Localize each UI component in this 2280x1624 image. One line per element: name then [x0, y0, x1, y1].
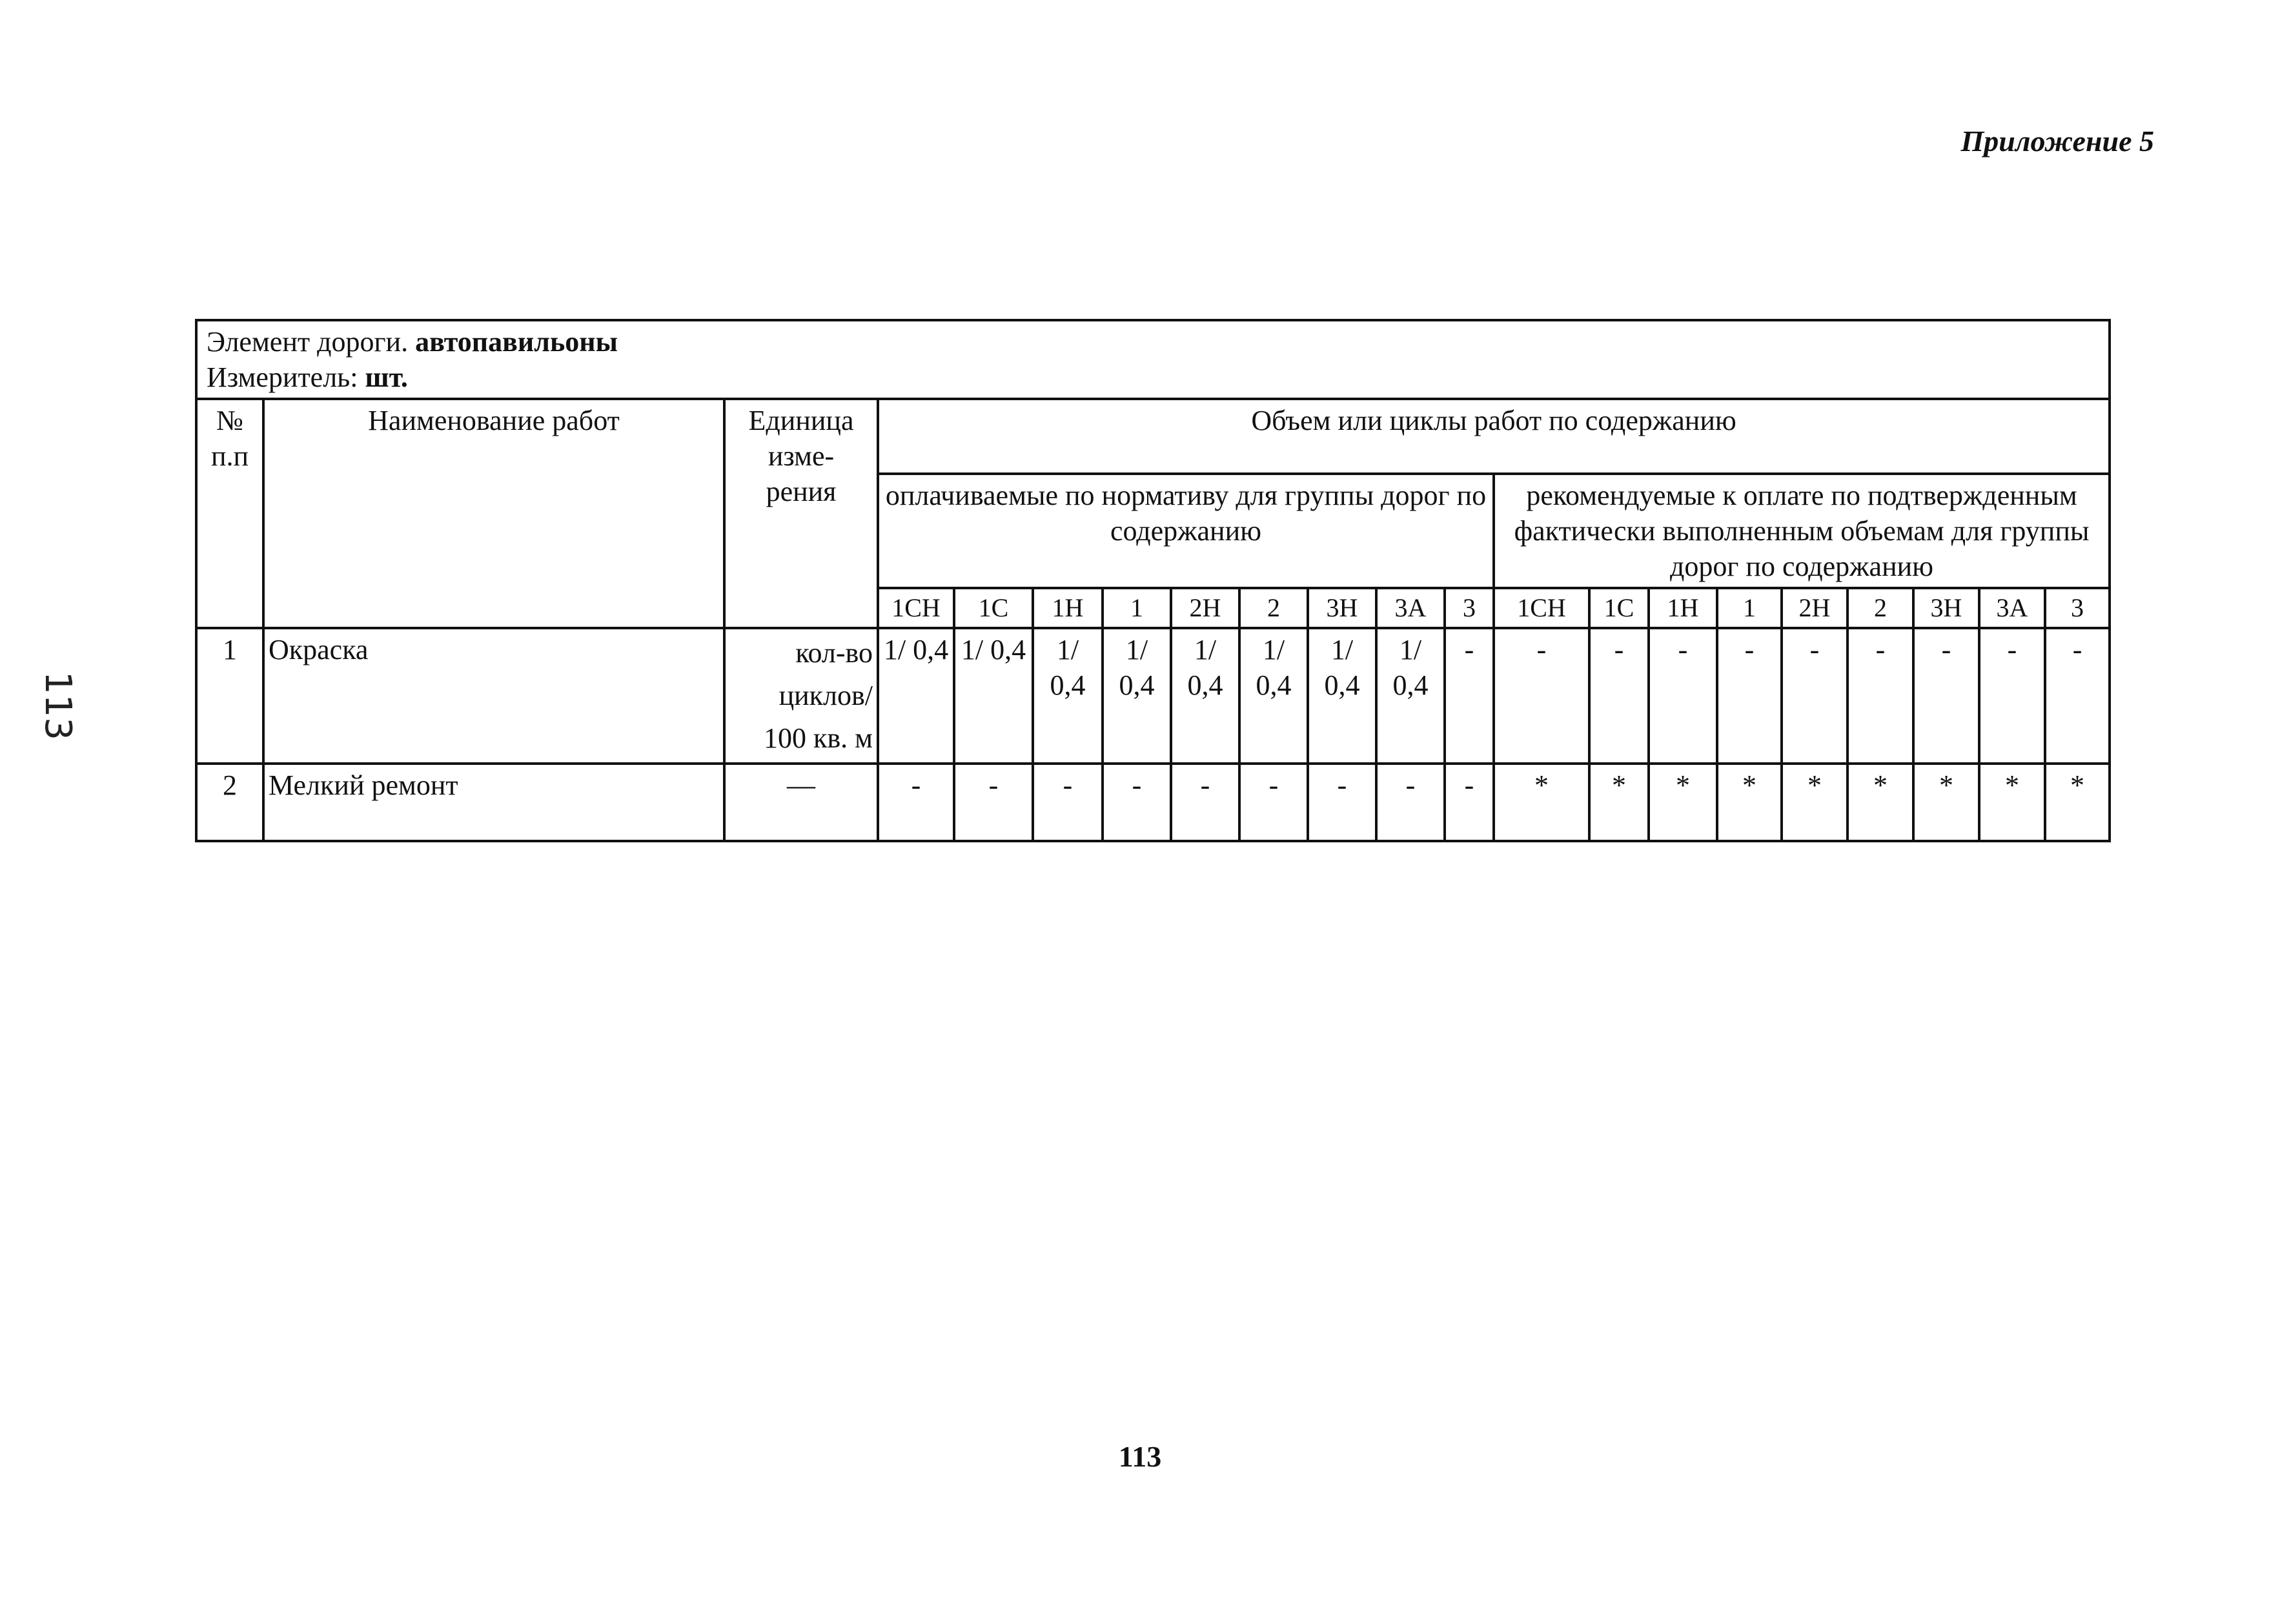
group-cell: 2Н — [1782, 588, 1847, 628]
value-cell: - — [1308, 764, 1376, 841]
value-cell: - — [1445, 628, 1494, 764]
element-label: Элемент дороги. — [207, 326, 409, 358]
value-cell: * — [1913, 764, 1979, 841]
value-cell: - — [1979, 628, 2045, 764]
value-cell: - — [1717, 628, 1782, 764]
value-cell: * — [1717, 764, 1782, 841]
value-cell: * — [1847, 764, 1913, 841]
group-cell: 1СН — [1494, 588, 1589, 628]
group-cell: 3Н — [1308, 588, 1376, 628]
group-cell: 3 — [1445, 588, 1494, 628]
value-cell: - — [1782, 628, 1847, 764]
group-cell: 1 — [1717, 588, 1782, 628]
col-volume-header: Объем или циклы работ по содержанию — [878, 399, 2110, 474]
works-table — [195, 319, 2111, 842]
col-num-header: № п.п — [196, 399, 263, 628]
group-cell: 1СН — [878, 588, 954, 628]
value-cell: - — [2045, 628, 2110, 764]
handwritten-page-note: 113 — [37, 671, 79, 740]
group-cell: 1Н — [1033, 588, 1103, 628]
group-cell: 1 — [1103, 588, 1171, 628]
value-cell: - — [1445, 764, 1494, 841]
col-name-header: Наименование работ — [263, 399, 724, 628]
group-cell: 3А — [1376, 588, 1445, 628]
value-cell: 1/ 0,4 — [1033, 628, 1103, 764]
value-cell: - — [1376, 764, 1445, 841]
value-cell: * — [1494, 764, 1589, 841]
col-paid-header: оплачиваемые по нормативу для группы дорог по содержанию — [878, 474, 1494, 588]
value-cell: - — [1171, 764, 1239, 841]
col-unit-header: Единица изме- рения — [724, 399, 878, 628]
row-num: 2 — [196, 764, 263, 841]
group-cell: 1С — [954, 588, 1033, 628]
appendix-label: Приложение 5 — [1960, 125, 2154, 157]
value-cell: * — [1782, 764, 1847, 841]
value-cell: 1/ 0,4 — [954, 628, 1033, 764]
row-num: 1 — [196, 628, 263, 764]
group-cell: 1С — [1589, 588, 1649, 628]
page-number: 113 — [1118, 1440, 1162, 1473]
value-cell: 1/ 0,4 — [1171, 628, 1239, 764]
element-value: автопавильоны — [415, 326, 618, 358]
group-cell: 3Н — [1913, 588, 1979, 628]
value-cell: 1/ 0,4 — [878, 628, 954, 764]
value-cell: 1/ 0,4 — [1103, 628, 1171, 764]
table-title-row — [196, 320, 2110, 399]
row-name: Окраска — [263, 628, 724, 764]
value-cell: - — [1103, 764, 1171, 841]
meter-value: шт. — [365, 361, 408, 393]
value-cell: * — [1589, 764, 1649, 841]
group-cell: 2Н — [1171, 588, 1239, 628]
meter-line — [207, 360, 2104, 395]
value-cell: - — [1494, 628, 1589, 764]
value-cell: - — [1239, 764, 1308, 841]
row-name: Мелкий ремонт — [263, 764, 724, 841]
value-cell: - — [1913, 628, 1979, 764]
value-cell: 1/ 0,4 — [1239, 628, 1308, 764]
row-unit: кол-во циклов/ 100 кв. м — [724, 628, 878, 764]
group-cell: 2 — [1847, 588, 1913, 628]
value-cell: - — [878, 764, 954, 841]
col-recommended-header: рекомендуемые к оплате по подтвержденным фактически выполненным объемам для группы дорог по содержанию — [1494, 474, 2110, 588]
meter-label: Измеритель: — [207, 361, 358, 393]
value-cell: * — [1649, 764, 1717, 841]
header-row-1 — [196, 399, 2110, 474]
value-cell: - — [1847, 628, 1913, 764]
value-cell: 1/ 0,4 — [1376, 628, 1445, 764]
table-row — [196, 628, 2110, 764]
value-cell: - — [1033, 764, 1103, 841]
value-cell: * — [2045, 764, 2110, 841]
value-cell: 1/ 0,4 — [1308, 628, 1376, 764]
group-cell: 1Н — [1649, 588, 1717, 628]
table-row — [196, 764, 2110, 841]
group-cell: 3А — [1979, 588, 2045, 628]
value-cell: - — [1649, 628, 1717, 764]
group-cell: 3 — [2045, 588, 2110, 628]
row-unit: — — [724, 764, 878, 841]
value-cell: - — [954, 764, 1033, 841]
value-cell: * — [1979, 764, 2045, 841]
element-line — [207, 324, 2104, 360]
group-cell: 2 — [1239, 588, 1308, 628]
value-cell: - — [1589, 628, 1649, 764]
